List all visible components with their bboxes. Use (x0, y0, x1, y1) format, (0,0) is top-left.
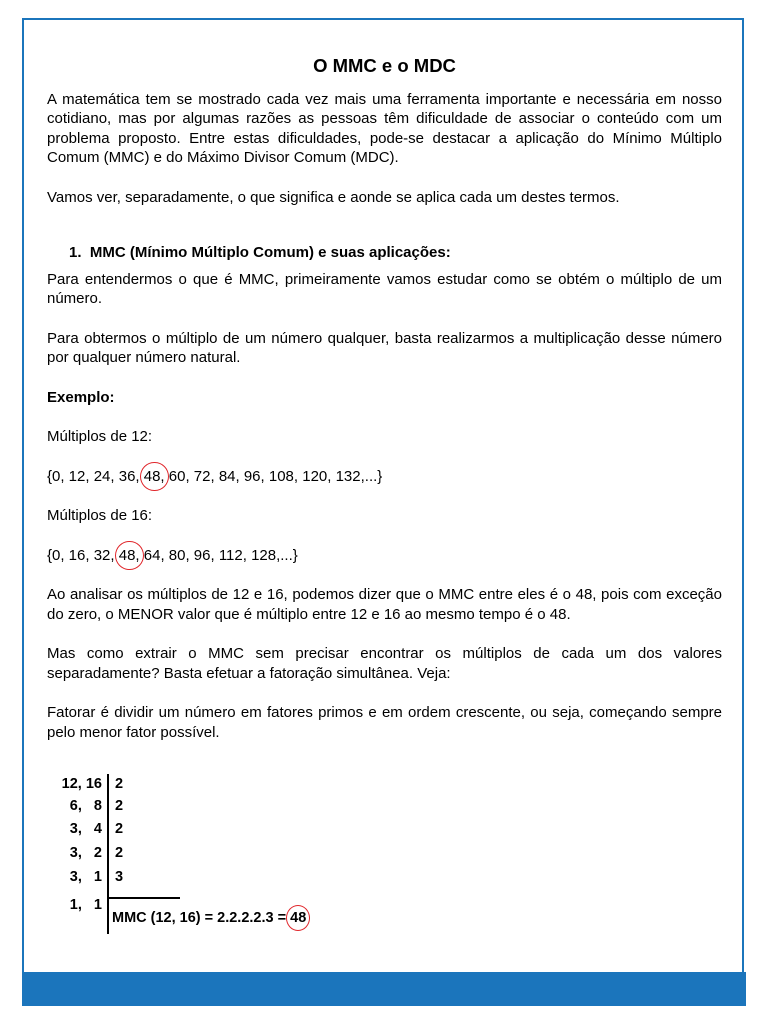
factor-divisor: 2 (115, 798, 124, 814)
factor-pair-row: 3, 1 (69, 869, 102, 885)
analisar-paragraph: Ao analisar os múltiplos de 12 e 16, podemos dizer que o MMC entre eles é o 48, pois com exceção do zero, o MENOR valor que é múltiplo entre 12 e 16 ao mesmo tempo é o 48. (47, 586, 722, 623)
document-body (47, 56, 722, 742)
extrair-paragraph: Mas como extrair o MMC sem precisar encontrar os múltiplos de cada um dos valores separadamente? Basta efetuar a fatoração simultânea. Veja: (47, 645, 722, 682)
mult12-circled-48: 48, (143, 467, 165, 485)
factor-pair-row: 6, 8 (69, 798, 102, 814)
mult16-before: {0, 16, 32, (47, 546, 115, 564)
factor-divisor: 2 (115, 821, 124, 837)
section-heading-mmc: 1. MMC (Mínimo Múltiplo Comum) e suas aplicações: (69, 244, 451, 261)
mmc-result (112, 910, 306, 926)
factor-pair-row: 1, 1 (69, 897, 102, 913)
obter-paragraph: Para obtermos o múltiplo de um número qualquer, basta realizarmos a multiplicação desse número por qualquer número natural. (47, 329, 722, 366)
exemplo-label: Exemplo: (47, 388, 115, 406)
mult12-after: 60, 72, 84, 96, 108, 120, 132,...} (168, 467, 383, 485)
factorization-vertical-line (107, 774, 109, 934)
factor-pair-row: 12, 16 (61, 776, 102, 792)
multiplos-16-label: Múltiplos de 16: (47, 507, 153, 524)
vamos-paragraph: Vamos ver, separadamente, o que significa e aonde se aplica cada um destes termos. (47, 188, 620, 206)
fatorar-paragraph: Fatorar é dividir um número em fatores primos e em ordem crescente, ou seja, começando sempre pelo menor fator possível. (47, 704, 722, 741)
factorization-horizontal-line (107, 897, 180, 899)
mult12-before: {0, 12, 24, 36, (47, 467, 140, 485)
page-title: O MMC e o MDC (313, 55, 456, 76)
factor-divisor: 2 (115, 845, 124, 861)
factor-pair-row: 3, 4 (69, 821, 102, 837)
multiplos-16-list (47, 546, 722, 566)
mmc-result-value: 48 (290, 910, 307, 926)
multiplos-12-label: Múltiplos de 12: (47, 428, 153, 445)
mmc-result-prefix: MMC (12, 16) = 2.2.2.2.3 = (112, 910, 287, 926)
footer-bar (22, 972, 746, 1006)
entender-paragraph: Para entendermos o que é MMC, primeiramente vamos estudar como se obtém o múltiplo de um número. (47, 270, 722, 307)
factor-divisor: 3 (115, 869, 124, 885)
intro-paragraph: A matemática tem se mostrado cada vez mais uma ferramenta importante e necessária em nosso cotidiano, mas por algumas razões as pessoas têm dificuldade de associar o conteúdo com um problema proposto. Entre estas dificuldades, pode-se destacar a aplicação do Mínimo Múltiplo Comum (MMC) e do Máximo Divisor Comum (MDC). (47, 90, 722, 166)
factorization-diagram (47, 770, 367, 940)
factor-divisor: 2 (115, 776, 124, 792)
mult16-after: 64, 80, 96, 112, 128,...} (143, 546, 298, 564)
mult16-circled-48: 48, (118, 546, 140, 564)
multiplos-12-list (47, 467, 722, 487)
factor-pair-row: 3, 2 (69, 845, 102, 861)
